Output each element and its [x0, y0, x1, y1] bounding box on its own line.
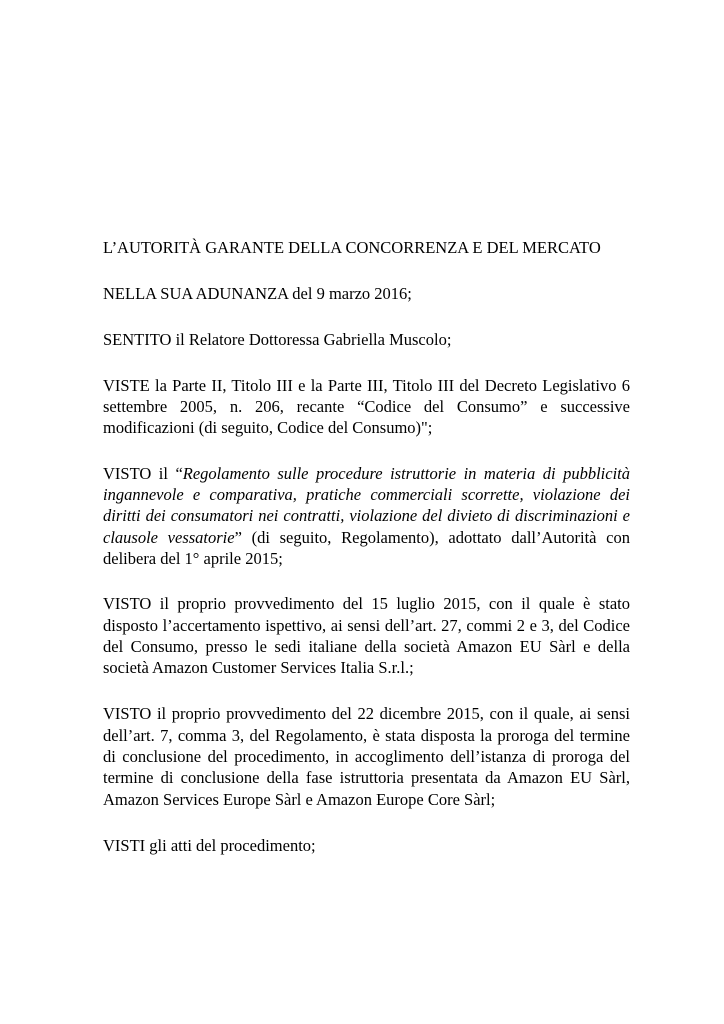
visto-provvedimento-dicembre-paragraph: VISTO il proprio provvedimento del 22 dicembre 2015, con il quale, ai sensi dell’art. 7, comma 3, del Regolamento, è stata disposta la proroga del termine di conclusione del procedimento, in accoglimento dell’istanza di proroga del termine di conclusione della fase istruttoria presentata da Amazon EU Sàrl, Amazon Services Europe Sàrl e Amazon Europe Core Sàrl; [103, 704, 630, 809]
meeting-paragraph: NELLA SUA ADUNANZA del 9 marzo 2016; [103, 284, 412, 304]
viste-parte-paragraph: VISTE la Parte II, Titolo III e la Parte III, Titolo III del Decreto Legislativo 6 settembre 2005, n. 206, recante “Codice del Consumo” e successive modificazioni (di seguito, Codice del Consumo)"; [103, 375, 630, 438]
visti-atti-paragraph: VISTI gli atti del procedimento; [103, 835, 316, 855]
visto-regolamento-suffix: ” (di seguito, Regolamento), adottato dall’Autorità con delibera del 1° aprile 2015; [103, 527, 630, 568]
visto-provvedimento-luglio-paragraph: VISTO il proprio provvedimento del 15 luglio 2015, con il quale è stato disposto l’accertamento ispettivo, ai sensi dell’art. 27, commi 2 e 3, del Codice del Consumo, presso le sedi italiane della società Amazon EU Sàrl e della società Amazon Customer Services Italia S.r.l.; [103, 594, 630, 678]
visto-regolamento-paragraph [103, 463, 630, 569]
rapporteur-paragraph: SENTITO il Relatore Dottoressa Gabriella Muscolo; [103, 329, 452, 349]
regolamento-title: Regolamento sulle procedure istruttorie in materia di pubblicità ingannevole e comparativa, pratiche commerciali scorrette, violazione dei diritti dei consumatori nei contratti, violazione del divieto di discriminazioni e clausole vessatorie [103, 463, 630, 547]
document-body [103, 237, 630, 880]
visto-regolamento-prefix: VISTO il “ [103, 463, 183, 483]
authority-heading: L’AUTORITÀ GARANTE DELLA CONCORRENZA E DEL MERCATO [103, 238, 601, 257]
